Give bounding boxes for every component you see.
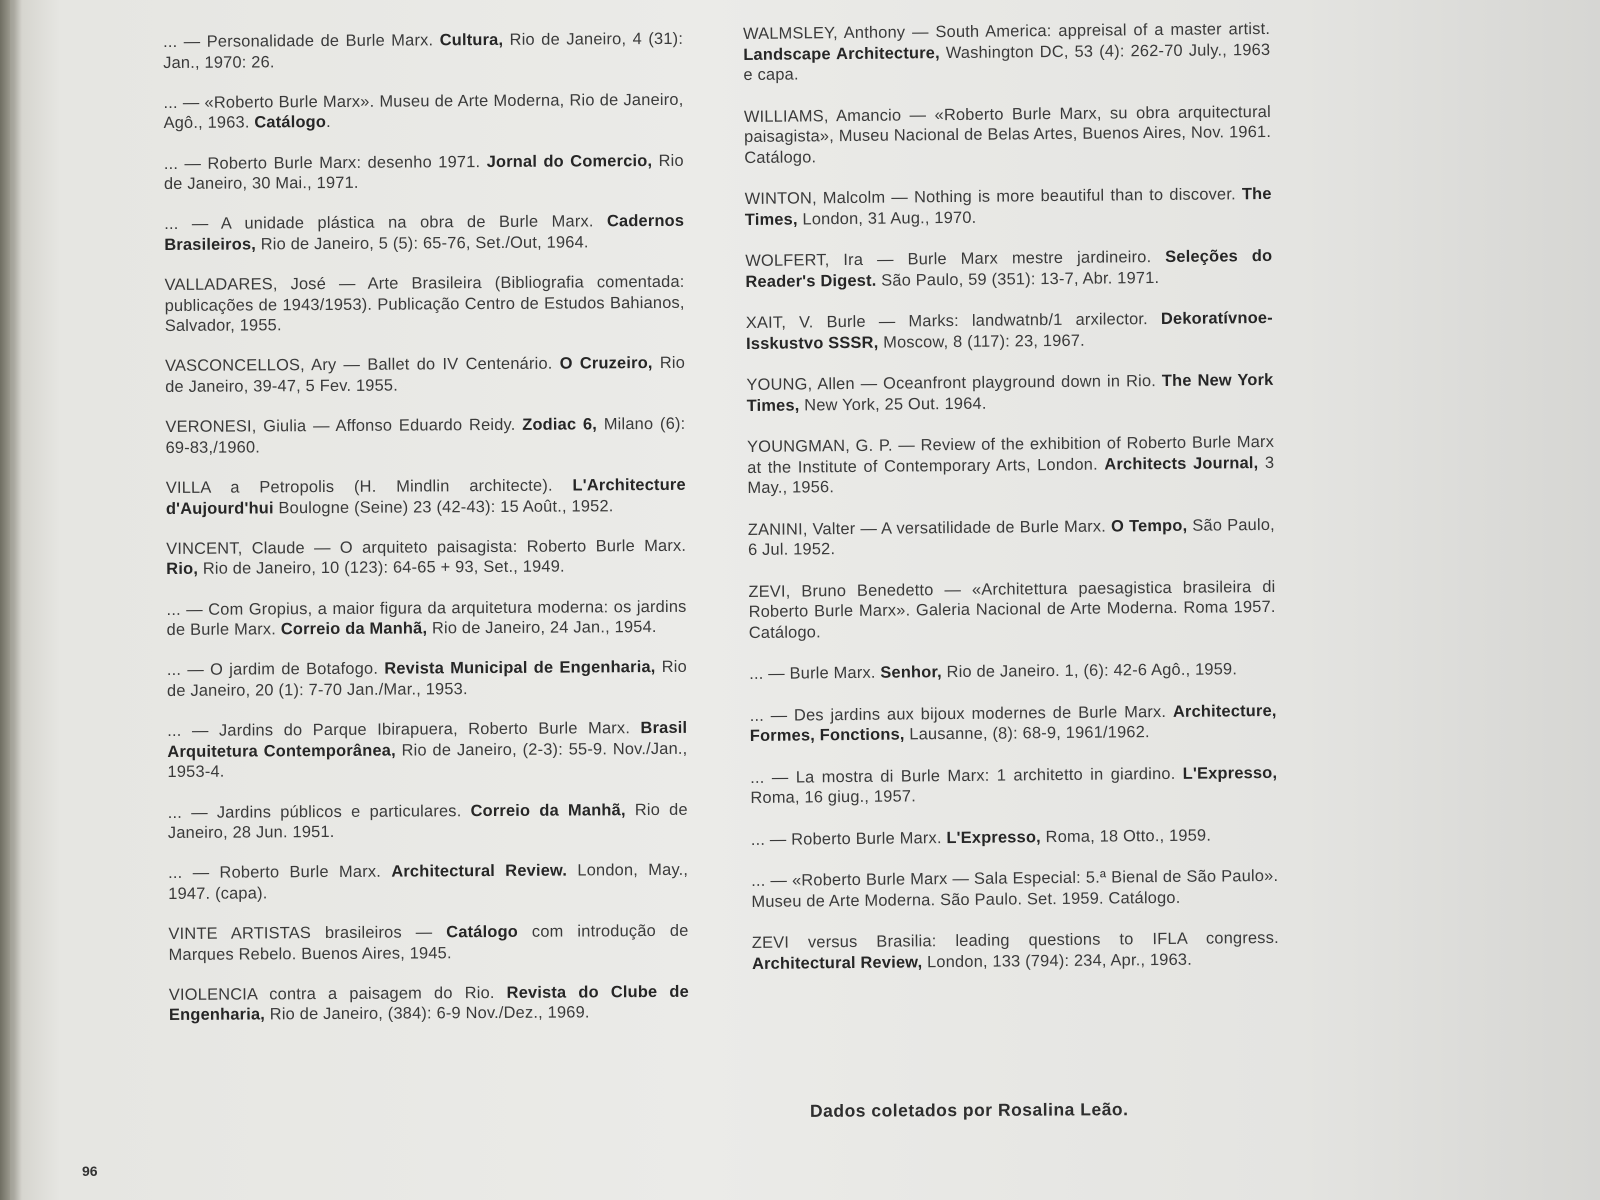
bibliography-entry [747,432,1275,499]
entry-publication: Catálogo [254,113,327,132]
entry-details: Milano (6): 69-83,/1960. [165,415,686,457]
entry-publication: O Tempo, [1110,516,1188,535]
bibliography-entry [749,659,1276,685]
entry-details: Rio de Janeiro, 20 (1): 7-70 Jan./Mar., 1953. [166,658,687,700]
bibliography-entry [166,536,686,580]
bibliography-entry [168,921,688,965]
bibliography-entry [168,799,688,843]
bibliography-entry [168,860,688,904]
bibliography-entry [165,353,685,397]
credit-line: Dados coletados por Rosalina Leão. [809,1099,1129,1121]
entry-details: Boulogne (Seine) 23 (42-43): 15 Août., 1952. [273,496,614,517]
entry-details: Washington DC, 53 (4): 262-70 July., 1963 e capa. [743,40,1271,84]
entry-details: Rio de Janeiro, 30 Mai., 1971. [163,151,684,194]
entry-details: Rio de Janeiro, 5 (5): 65-76, Set./Out, 1964. [255,233,589,254]
entry-text: XAIT, V. Burle — Marks: landwatnb/1 arxilector. [745,310,1162,332]
entry-text: YOUNGMAN, G. P. — Review of the exhibition of Roberto Burle Marx at the Institute of Contemporary Arts, London. [746,432,1275,477]
entry-details: London, 31 Aug., 1970. [797,208,977,228]
bibliography-column-right [743,19,1279,995]
entry-details: New York, 25 Out. 1964. [799,394,987,414]
entry-details: Rio de Janeiro, 4 (31): Jan., 1970: 26. [163,29,684,72]
entry-details: Rio de Janeiro. 1, (6): 42-6 Agô., 1959. [941,660,1238,682]
entry-details: Roma, 16 giug., 1957. [750,787,916,807]
entry-text: ... — Roberto Burle Marx. [168,862,392,883]
bibliography-entry [164,272,684,337]
bibliography-entry [163,90,683,134]
entry-text: VINCENT, Claude — O arquiteto paisagista: Roberto Burle Marx. [166,536,687,558]
entry-publication: Landscape Architecture, [743,43,940,64]
bibliography-entry [751,866,1278,912]
entry-text: VILLA a Petropolis (H. Mindlin architecte). [165,476,573,498]
entry-text: VERONESI, Giulia — Affonso Eduardo Reidy. [165,416,523,437]
entry-text: YOUNG, Allen — Oceanfront playground down in Rio. [746,371,1162,394]
entry-details: London, May., 1947. (capa). [168,861,689,903]
entry-details: Rio de Janeiro, 39-47, 5 Fev. 1955. [165,354,686,396]
entry-details: Rio de Janeiro, (384): 6-9 Nov./Dez., 1969. [264,1003,590,1024]
entry-publication: Dekoratívnoe-Isskustvo SSSR, [745,308,1273,353]
entry-publication: The Times, [744,184,1272,229]
entry-publication: Senhor, [880,663,942,682]
entry-publication: Seleções do Reader's Digest. [745,246,1273,291]
entry-details: Lausanne, (8): 68-9, 1961/1962. [904,723,1150,744]
bibliography-entry [752,928,1279,974]
bibliography-entry [748,514,1275,560]
bibliography-entry [743,19,1271,86]
entry-text: WOLFERT, Ira — Burle Marx mestre jardineiro. [745,247,1166,270]
bibliography-entry [164,211,684,255]
bibliography-entry [166,596,686,640]
entry-publication: Cultura, [439,30,504,50]
entry-text: ... — Jardins públicos e particulares. [167,801,471,822]
entry-details: São Paulo, 6 Jul. 1952. [747,515,1275,559]
entry-details: Rio de Janeiro, 28 Jun. 1951. [167,800,688,843]
bibliography-entry [164,150,684,194]
entry-publication: Cadernos Brasileiros, [164,212,685,254]
entry-text: ... — La mostra di Burle Marx: 1 architetto in giardino. [750,764,1183,787]
bibliography-entry [745,184,1272,230]
entry-publication: Brasil Arquitetura Contemporânea, [167,719,688,761]
entry-publication: Architectural Review, [751,952,923,973]
entry-details: Rio de Janeiro, (2-3): 55-9. Nov./Jan., 1953-4. [167,739,688,782]
entry-text: ... — Des jardins aux bijoux modernes de Burle Marx. [749,702,1173,725]
bibliography-entry [748,576,1276,643]
entry-text: VASCONCELLOS, Ary — Ballet do IV Centenário. [164,355,560,376]
entry-text: WALMSLEY, Anthony — South America: appreisal of a master artist. [743,19,1271,43]
bibliography-entry [165,414,685,458]
bibliography-entry [750,700,1277,746]
entry-details: Rio de Janeiro, 10 (123): 64-65 + 93, Set., 1949. [197,557,565,579]
page-number: 96 [82,1163,98,1179]
entry-publication: Revista do Clube de Engenharia, [168,982,689,1025]
entry-publication: Jornal do Comercio, [486,151,653,171]
entry-text: ... — Personalidade de Burle Marx. [163,31,440,51]
entry-text: ... — Burle Marx. [749,663,881,683]
entry-details: 3 May., 1956. [747,453,1275,497]
entry-details: São Paulo, 59 (351): 13-7, Abr. 1971. [876,268,1160,290]
entry-publication: The New York Times, [746,370,1274,415]
entry-text: ... — Jardins do Parque Ibirapuera, Roberto Burle Marx. [167,719,641,741]
entry-publication: Architects Journal, [1104,453,1259,474]
entry-text: ... — «Roberto Burle Marx — Sala Especial: 5.ª Bienal de São Paulo». Museu de Arte Moderna. São Paulo. Set. 1959. Catálogo. [751,866,1279,911]
entry-text: ... — Roberto Burle Marx. [750,828,947,849]
entry-text: ... — Com Gropius, a maior figura da arquitetura moderna: os jardins de Burle Marx. [166,597,687,640]
entry-text: WINTON, Malcolm — Nothing is more beautiful than to discover. [744,185,1242,208]
entry-details: London, 133 (794): 234, Apr., 1963. [922,950,1193,971]
entry-text: VIOLENCIA contra a paisagem do Rio. [168,983,507,1004]
entry-publication: Zodiac 6, [522,415,598,435]
entry-publication: L'Expresso, [946,827,1041,847]
entry-publication: Architecture, Formes, Fonctions, [749,701,1277,745]
entry-publication: Correio da Manhã, [470,800,626,820]
bibliography-entry [167,657,687,701]
entry-text: ... — A unidade plástica na obra de Burle Marx. [164,212,608,234]
bibliography-entry [751,824,1278,850]
entry-details: com introdução de Marques Rebelo. Buenos Aires, 1945. [168,921,689,964]
entry-text: ... — «Roberto Burle Marx». Museu de Arte Moderna, Rio de Janeiro, Agô., 1963. [163,90,684,133]
book-spine [0,0,10,1200]
entry-publication: Architectural Review. [391,861,568,881]
entry-text: VALLADARES, José — Arte Brasileira (Bibliografia comentada: publicações de 1943/1953). Publicação Centro de Estudos Bahianos, Salvador, 1955. [164,273,685,336]
bibliography-entry [744,101,1272,168]
entry-details: Rio de Janeiro, 24 Jan., 1954. [427,618,657,638]
entry-publication: Correio da Manhã, [280,619,428,639]
bibliography-entry [167,718,687,783]
bibliography-entry [746,308,1273,354]
entry-text: ... — Roberto Burle Marx: desenho 1971. [163,152,487,173]
bibliography-column-left [163,29,689,1046]
entry-publication: O Cruzeiro, [559,354,653,374]
bibliography-entry [166,475,686,519]
entry-details: . [326,113,331,132]
entry-text: WILLIAMS, Amancio — «Roberto Burle Marx, su obra arquitectural paisagista», Museu Nacional de Belas Artes, Buenos Aires, Nov. 1961. Catálogo. [743,102,1272,167]
entry-publication: Rio, [166,560,199,579]
bibliography-entry [750,762,1277,808]
entry-text: ZEVI versus Brasilia: leading questions to IFLA congress. [751,928,1279,952]
bibliography-entry [163,29,683,73]
entry-publication: L'Expresso, [1182,763,1278,783]
entry-text: VINTE ARTISTAS brasileiros — [168,923,447,944]
bibliography-entry [745,246,1272,292]
entry-publication: Catálogo [446,923,519,942]
entry-text: ZANINI, Valter — A versatilidade de Burle Marx. [747,516,1112,539]
bibliography-entry [746,370,1273,416]
entry-publication: Revista Municipal de Engenharia, [384,658,656,679]
entry-details: Roma, 18 Otto., 1959. [1040,826,1212,846]
entry-text: ZEVI, Bruno Benedetto — «Architettura paesagistica brasileira di Roberto Burle Marx». Galeria Nacional de Arte Moderna. Roma 1957. Catálogo. [748,577,1276,642]
entry-details: Moscow, 8 (117): 23, 1967. [878,331,1085,352]
entry-text: ... — O jardim de Botafogo. [166,660,385,680]
bibliography-entry [169,982,689,1026]
entry-publication: L'Architecture d'Aujourd'hui [165,475,686,518]
